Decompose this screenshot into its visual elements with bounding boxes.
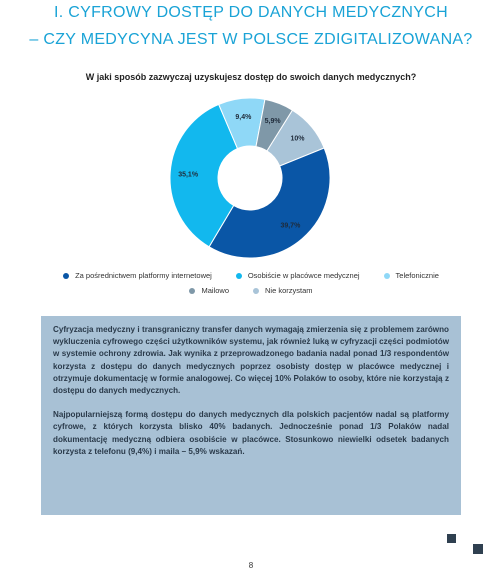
legend-swatch-platform <box>63 273 69 279</box>
legend-item-email <box>189 286 229 295</box>
page-number: 8 <box>248 561 254 570</box>
page-title-line-1: I. CYFROWY DOSTĘP DO DANYCH MEDYCZNYCH <box>54 4 448 21</box>
decorative-square-large <box>473 544 483 554</box>
donut-chart <box>160 93 340 263</box>
data-label-none: 10% <box>290 135 305 143</box>
page-title-line-2: – CZY MEDYCYNA JEST W POLSCE ZDIGITALIZOWANA? <box>29 31 473 48</box>
decorative-square-small <box>447 534 456 543</box>
legend-swatch-in-person <box>236 273 242 279</box>
chart-legend-row-1 <box>0 271 502 280</box>
legend-label-email: Mailowo <box>201 286 229 295</box>
legend-item-in-person <box>236 271 360 280</box>
data-label-email: 5,9% <box>264 117 281 125</box>
legend-swatch-none <box>253 288 259 294</box>
legend-item-platform <box>63 271 212 280</box>
data-label-phone: 9,4% <box>235 113 252 121</box>
legend-item-none <box>253 286 313 295</box>
legend-label-platform: Za pośrednictwem platformy internetowej <box>75 271 212 280</box>
legend-swatch-email <box>189 288 195 294</box>
data-label-in-person: 35,1% <box>178 171 199 179</box>
summary-text-box <box>41 316 461 515</box>
chart-title: W jaki sposób zazwyczaj uzyskujesz dostęp do swoich danych medycznych? <box>85 72 417 82</box>
data-label-platform: 39,7% <box>280 222 301 230</box>
legend-item-phone <box>384 271 439 280</box>
chart-legend-row-2 <box>0 286 502 295</box>
summary-paragraph-2: Najpopularniejszą formą dostępu do danych medycznych dla polskich pacjentów nadal są platformy cyfrowe, z których korzysta blisko 40% badanych. Jednocześnie ponad 1/3 Polaków nadal dokumentację medyczną odbiera osobiście w placówce. Stosunkowo niewielki odsetek badanych korzysta z telefonu (9,4%) i maila – 5,9% wskazań. <box>53 410 449 456</box>
summary-paragraph-1: Cyfryzacja medyczny i transgraniczny transfer danych wymagają zmierzenia się z problemem zarówno wykluczenia cyfrowego części użytkowników systemu, jak również luką w cyfryzacji części podmiotów w systemie ochrony zdrowia. Jak wynika z przeprowadzonego badania nadal ponad 1/3 respondentów korzysta z dostępu do danych medycznych poprzez osobisty dostęp w placówce medycznej i otrzymuje dokumentację w formie analogowej. Co więcej 10% Polaków to osoby, które nie korzystają z dostępu do danych medycznych. <box>53 325 449 396</box>
legend-label-in-person: Osobiście w placówce medycznej <box>247 271 360 280</box>
legend-swatch-phone <box>384 273 390 279</box>
legend-label-none: Nie korzystam <box>265 286 313 295</box>
legend-label-phone: Telefonicznie <box>395 271 439 280</box>
